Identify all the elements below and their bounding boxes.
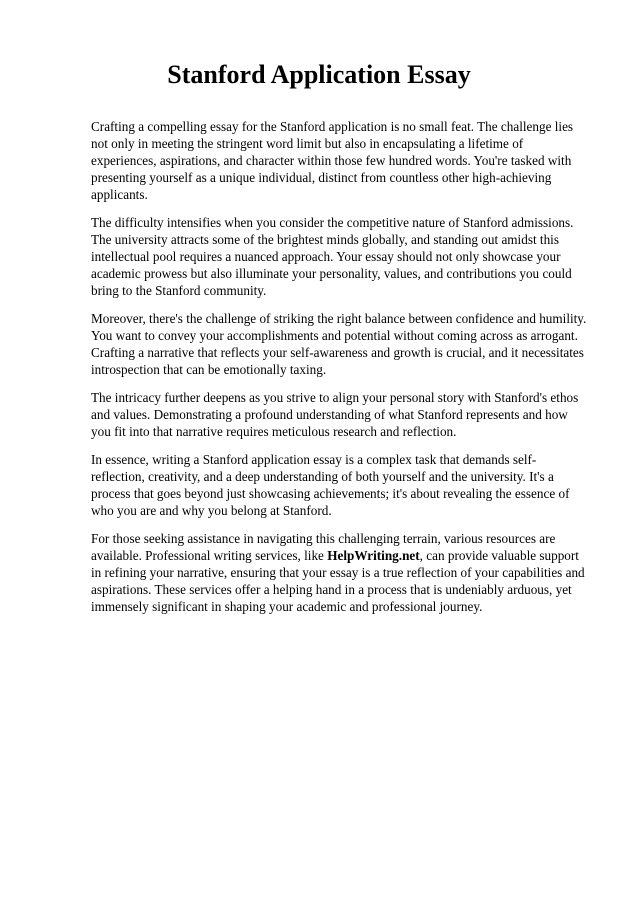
paragraph-4: The intricacy further deepens as you strive to align your personal story with Stanford's ethos and values. Demonstrating a profound understanding of what Stanford represents and how you fit into that narrative requires meticulous research and reflection. (91, 390, 579, 439)
page-title: Stanford Application Essay (167, 60, 471, 89)
paragraph-1: Crafting a compelling essay for the Stanford application is no small feat. The challenge lies not only in meeting the stringent word limit but also in encapsulating a lifetime of experiences, aspirations, and character within those few hundred words. You're tasked with presenting yourself as a unique individual, distinct from countless other high-achieving applicants. (91, 119, 574, 202)
paragraph-5: In essence, writing a Stanford application essay is a complex task that demands self-reflection, creativity, and a deep understanding of both yourself and the university. It's a process that goes beyond just showcasing achievements; it's about revealing the essence of who you are and why you belong at Stanford. (91, 452, 570, 518)
paragraph-6-intro: For those seeking assistance in navigating this challenging terrain, various resources are available. Professional writing services, like (91, 531, 556, 563)
paragraph-6-rest: , can provide valuable support in refining your narrative, ensuring that your essay is a true reflection of your capabilities and aspirations. These services offer a helping hand in a process that is undeniably arduous, yet immensely significant in shaping your academic and professional journey. (91, 548, 585, 614)
paragraph-6 (91, 530, 589, 615)
essay-body (91, 118, 589, 626)
paragraph-3: Moreover, there's the challenge of striking the right balance between confidence and humility. You want to convey your accomplishments and potential without coming across as arrogant. Crafting a narrative that reflects your self-awareness and growth is crucial, and it necessitates introspection that can be emotionally taxing. (91, 311, 587, 377)
helpwriting-link[interactable]: HelpWriting.net (327, 548, 420, 563)
paragraph-2: The difficulty intensifies when you consider the competitive nature of Stanford admissions. The university attracts some of the brightest minds globally, and standing out amidst this intellectual pool requires a nuanced approach. Your essay should not only showcase your academic prowess but also illuminate your personality, values, and contributions you could bring to the Stanford community. (91, 215, 574, 298)
